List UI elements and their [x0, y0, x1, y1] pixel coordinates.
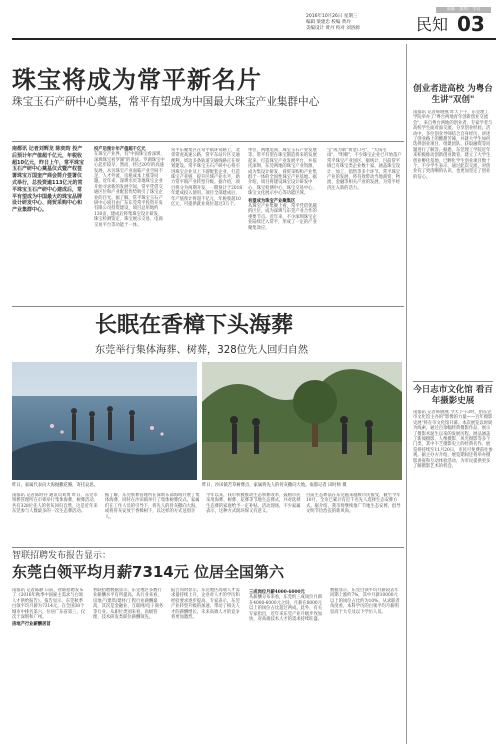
story2-photo-sea-caption: 昨日，家属代表向大海抛撒花瓣，寄托哀思。: [12, 483, 98, 488]
design-credit: 美编设计 黄丹 校对 刘洛源: [306, 26, 360, 31]
story1-subheadline: 珠宝玉石产研中心奠基，常平有望成为中国最大珠宝产业集群中心: [12, 96, 320, 108]
story2-photo-sea: [12, 362, 197, 480]
story3-text-a: 南都讯 记者陈静 日前，智联招聘发布了《2016年秋季中国雇主需求与白领人才供给报告》。报告显示，东莞秋季白领平均月薪为7314元，在全国38个城市中排名第六，位居广东省第三，仅次于深圳和广州。: [12, 588, 86, 621]
story2-rule: [12, 306, 404, 307]
story1-subhead-a: 投产后预计年产值超千亿元: [94, 147, 146, 152]
section-name: 民知: [416, 15, 449, 34]
story2-photo-tree-caption: 昨日，沙田镇苦草树葬点，家属将先人的骨灰撒向大地。南都记者 田时师 摄: [202, 483, 347, 488]
issue-date: 2016年10月26日 星期三: [306, 14, 358, 19]
story3-column-3: 报告同时显示，东莞地区高端人才需求量持续上升，企业对人才的学历和经验要求逐步提高。专家表示，东莞产业转型升级的加速，带动了相关人才的薪酬增长，未来高端人才的竞争将更加激烈。: [171, 588, 240, 621]
story2-column-1: 南都讯 记者陈时存 通讯员刘勇 昨日，东莞市殡葬管理所在市郊举行集体海葬、树葬活动，共有328位先人的骨灰回归自然，这是近年来东莞参与人数最多的一次生态葬活动。: [12, 493, 98, 515]
sidebar-story1-body: 南都讯 记者韩晓燕 昨天下午，东莞理工学院举办了"粤台两地青年创新创业交流会"，来自粤台两地的创业者、专家学者与高校学生面对面交流，分享创业经验。活动中，多位创业导师结合自身经历，讲述了创业路上的酸甜苦辣，并就大学生如何选择创业项目、组建团队、获取融资等问题进行了解答。据悉，东莞理工学院近年来积极推动创新创业教育，建立了大学生创业孵化基地，已孵化学生创业项目数十个。不少学生表示，通过此次交流，对创业有了更清晰的认识，也更加坚定了创业的信心。: [413, 110, 493, 180]
story3-column-4: [249, 588, 324, 746]
story3-text-d: 从薪酬分布来看，东莞约三成岗位月薪在4000-6000元之间，月薪在8000元以上的岗位占比超过两成。此外，有关专家指出，近年来东莞产业升级步伐加快，对高端技术人才的需求持续旺盛。: [249, 595, 323, 623]
story1-column-2: 常平东聚集区在常平镇环常路上，北邻常虎高速公路，常平东站片区交通便利，周边多条轨道交通线路正在规划建设。常平珠宝玉石产研中心将引进珠宝企业及上下游配套企业，打造珠宝产业链，提升区域产业水平，助力常平镇产业转型升级。据介绍，项目将分为两期开发，一期预计于2018年建成投入使用。项目全部建成后，年产值预计将超千亿元，年税收超10亿元，可提供就业岗位超过3万个。: [171, 148, 243, 208]
story2-column-4: 目前生态葬法在东莞越来越被市民接受，截至今年10月，全市已累计有近千名先人选择生态安葬方式。据介绍，我市将继续推广节地生态安葬，倡导文明节俭治丧的新风尚。: [306, 493, 401, 515]
page-number: 03: [457, 12, 485, 36]
story2-column-3: 今年以来，我市积极推动生态殡葬改革，鼓励市民采用海葬、树葬、花葬等节地生态葬式，并对选择生态葬的家庭给予一定补贴。活动现场，不少家属表示，这种方式既环保又有意义。: [206, 493, 301, 515]
header-tag: 南都 · 深圳 · 今日: [436, 7, 491, 13]
story3-rule: [12, 547, 404, 548]
story3-column-5: 数据显示，东莞白领平均月薪较去年同期上涨约7%，其中月薪10000元以上的岗位占比约为10%。从求职者角度看，本科学历的白领平均月薪明显高于大专及以下学历人员。: [330, 588, 400, 615]
story1-text-c: 单位，两地电商、珠宝玉石产业发展等。常平有望在珠宝制造将来的发展起来，打造珠宝产业发展平台，并依托深圳、东莞两地的珠宝产业资源，成为集设计研发、商贸采购和产业集群于一体的全国性珠宝产业基地。据介绍，项目将建设珠宝设计研发中心、珠宝检测中心、珠宝交易中心、珠宝文化展示中心等功能区域。: [248, 148, 317, 197]
sidebar-story2-title: 今日志市文化馆 看百年摄影史展: [413, 385, 493, 406]
issue-info: [306, 14, 414, 32]
story2-column-2: 据了解，东莞殡葬管理所在深圳东部海域开展了集体海葬，同时在沙田镇举行了集体树葬仪式。家属们在工作人员的引导下，将先人的骨灰撒向大海，或将骨灰安放于香樟树下，以这样的方式送别亲人。: [105, 493, 200, 520]
story3-subhead-a: 房地产行业薪酬居首: [12, 622, 51, 628]
story2-subheadline: 东莞举行集体海葬、树葬，328位先人回归自然: [95, 345, 309, 356]
editor-credit: 编辑 梁建忠 校编 黄玲: [306, 20, 351, 25]
story3-column-2: 智联招聘数据显示，东莞地区多数行业薪酬水平有所提高。从行业来看，房地产/建筑/建材/工程行业薪酬最高，其次是金融业、互联网/电子商务等行业。从职位类别来看，高级管理、技术研发类职位薪酬领先。: [93, 588, 164, 621]
story1-headline: 珠宝将成为常平新名片: [12, 66, 262, 94]
story3-subhead-b: 三成岗位月薪4000-6000元: [249, 590, 305, 595]
story3-kicker: 智联招聘发布报告显示：: [12, 551, 112, 561]
story1-column-4: 宝"成为新"黄金口号"，"大钱毛雨"，"明朝"，不少珠宝企业已开始落户常平珠宝产业园区。据统计，目前常平镇已有珠宝类企业数十家，涵盖珠宝设计、加工、销售等多个环节。常平珠宝产业的发展，将有效带动当地商贸、物流、金融等相关产业的发展，为常平经济注入新的活力。: [327, 148, 402, 191]
sidebar-rule: [413, 381, 493, 382]
story3-column-1: [12, 588, 87, 746]
sidebar-divider: [406, 44, 407, 744]
header-rule: [12, 38, 496, 40]
story2-headline: 长眠在香樟下头海葬: [95, 313, 294, 338]
story1-text-d: 从珠宝产业集聚上看，常平凭借优越的区位，成为深圳与东莞产业合作的重要节点。近年来，不少深圳珠宝企业陆续迁入常平，形成了一定的产业聚集效应。: [248, 204, 317, 231]
story1-text-a: 在珠宝产业界，有"中国珠宝看深圳，深圳珠宝看罗湖"的说法。罗湖珠宝中心起步较早，然而，经过20年的高速发展，水贝珠宝产业面临产业空间不足、人才外流、房租成本上涨等问题。近年来，深圳水贝等地珠宝企业开始寻求新的发展空间，常平凭借交通区位和产业配套优势吸引了珠宝企业的目光。据了解，常平珠宝玉石产研中心项目由广东东莞常平投资开发有限公司投资建设，项目总用地约130亩，建成后将集珠宝设计研发、珠宝检测鉴定、珠宝展示交易、电商交易平台等功能于一体。: [94, 152, 165, 228]
sidebar-story1-title: 创业者进高校 为粤台生讲"双创": [413, 84, 493, 105]
sidebar-story2-body: 南都讯 记者韩晓燕 今天下午3时，由东莞市文化馆主办的"影像的力量——百年摄影史展"将在市文化馆开幕。本次展览以时间为线索，通过百余幅经典摄影作品，展示了摄影术诞生以来的发展历程。展品涵盖了新闻摄影、人像摄影、风光摄影等多个门类，其中不乏摄影史上的经典名作。展览将持续至11月20日，市民可免费前往参观。据主办方介绍，展览期间还将举办摄影讲座和互动体验活动，为市民提供更多了解摄影艺术的机会。: [413, 410, 493, 470]
story1-rule: [12, 141, 404, 142]
story1-lead: 南都讯 记者刘辉龙 陈奕昀 投产后预计年产值超千亿元，年税收超10亿元，昨日上午，常平珠宝玉石产研中心奠基仪式暨产权签署珠宝万国奎产商会简介签署仪式举行，总投资逾113亿元的常平珠宝玉石产研中心建成后，常平有望成为中国最大的珠宝品牌设计研发中心、商贸采购中心和产业集群中心。: [12, 146, 84, 214]
story1-column-1: [94, 145, 166, 300]
story1-column-3: [248, 148, 320, 300]
story1-subhead-b: 有望成为珠宝产业聚集区: [248, 198, 296, 204]
story2-photo-tree: [202, 362, 402, 480]
story3-headline: 东莞白领平均月薪7314元 位居全国第六: [12, 563, 284, 581]
